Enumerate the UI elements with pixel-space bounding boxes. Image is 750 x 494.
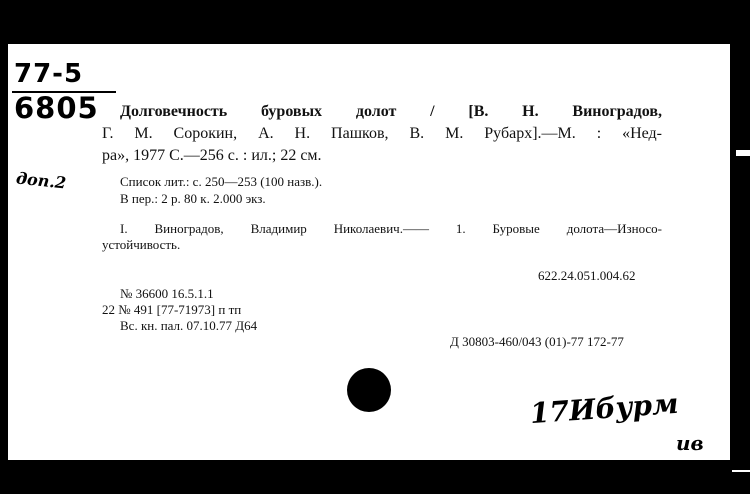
catalog-card xyxy=(8,44,730,460)
handwritten-signature: 17Ибурм xyxy=(528,386,680,431)
call-number-bottom: 6805 xyxy=(14,91,99,125)
bibliography-note: Список лит.: с. 250—253 (100 назв.). xyxy=(120,174,323,189)
scan-edge-fragment xyxy=(732,470,750,472)
title-line-2: Г. М. Сорокин, А. Н. Пашков, В. М. Рубарх].—М. : «Нед- xyxy=(102,125,662,142)
margin-note: доп.2 xyxy=(15,168,68,193)
classification-code: Д 30803-460/043 (01)-77 172-77 xyxy=(450,334,624,349)
tracings-line-2: устойчивость. xyxy=(102,237,181,252)
record-number: № 36600 16.5.1.1 xyxy=(120,286,214,301)
price-note: В пер.: 2 р. 80 к. 2.000 экз. xyxy=(120,191,266,206)
catalog-date: Вс. кн. пал. 07.10.77 Д64 xyxy=(120,318,258,333)
udc-index: 622.24.051.004.62 xyxy=(538,268,636,283)
corner-mark: ив xyxy=(676,431,704,455)
scan-edge-fragment xyxy=(736,150,750,156)
title-line-3: ра», 1977 С.—256 с. : ил.; 22 см. xyxy=(102,147,322,164)
book-chamber-number: 22 № 491 [77-71973] п тп xyxy=(102,302,242,317)
call-number-top: 77-5 xyxy=(14,59,84,89)
title-line-1: Долговечность буровых долот / [В. Н. Виноградов, xyxy=(120,103,662,120)
tracings-line-1: I. Виноградов, Владимир Николаевич.—— 1. Буровые долота—Износо- xyxy=(120,221,662,236)
punch-hole xyxy=(347,368,391,412)
